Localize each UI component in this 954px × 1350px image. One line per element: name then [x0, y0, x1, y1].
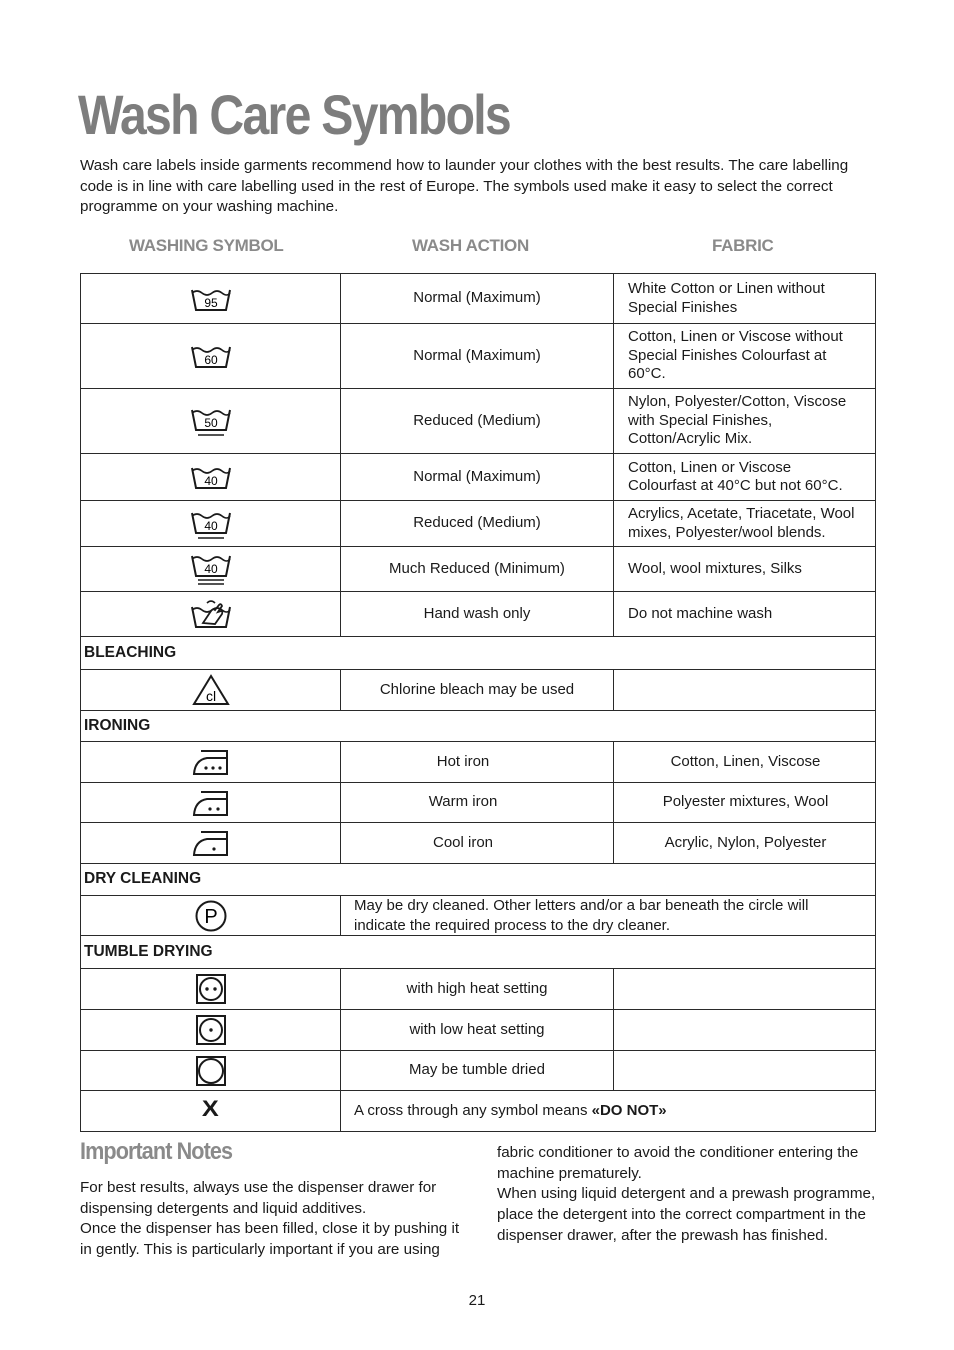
section-row-tumble-drying	[81, 936, 876, 969]
header-wash-action: WASH ACTION	[412, 236, 529, 255]
page-number: 21	[468, 1292, 486, 1309]
notes-left-column	[80, 1178, 465, 1261]
table-row	[81, 823, 876, 864]
care-symbols-table	[80, 273, 876, 1132]
notes-right-column	[497, 1143, 882, 1247]
bleach-triangle-icon	[81, 670, 341, 711]
wash-tub-icon	[81, 274, 341, 324]
fabric: Acrylics, Acetate, Triacetate, Wool mixes, Polyester/wool blends.	[614, 501, 876, 547]
table-row	[81, 896, 876, 936]
fabric: Polyester mixtures, Wool	[614, 783, 876, 823]
tumble-dry-icon	[81, 1051, 341, 1091]
wash-action: Normal (Maximum)	[341, 454, 614, 501]
tumble-low-heat-icon	[81, 1010, 341, 1051]
bleach-action: Chlorine bleach may be used	[341, 670, 614, 711]
wash-temp: 40	[203, 562, 218, 576]
wash-tub-icon	[81, 501, 341, 547]
fabric: Cotton, Linen or Viscose Colourfast at 40°C but not 60°C.	[614, 454, 876, 501]
table-row	[81, 670, 876, 711]
table-row	[81, 783, 876, 823]
table-row	[81, 969, 876, 1010]
table-row	[81, 324, 876, 389]
section-row-bleaching	[81, 637, 876, 670]
iron-hot-icon	[81, 742, 341, 783]
header-fabric: FABRIC	[712, 236, 774, 255]
fabric: Cotton, Linen or Viscose without Special Finishes Colourfast at 60°C.	[614, 324, 876, 389]
note-paragraph: For best results, always use the dispenser drawer for dispensing detergents and liquid additives.	[80, 1179, 437, 1217]
note-paragraph: When using liquid detergent and a prewash programme, place the detergent into the correct compartment in the dispenser drawer, after the prewash has finished.	[497, 1185, 876, 1244]
fabric: White Cotton or Linen without Special Finishes	[614, 274, 876, 324]
wash-tub-icon	[81, 547, 341, 592]
fabric	[614, 969, 876, 1010]
fabric: Nylon, Polyester/Cotton, Viscose with Special Finishes, Cotton/Acrylic Mix.	[614, 389, 876, 454]
table-row	[81, 274, 876, 324]
table-row	[81, 547, 876, 592]
table-row	[81, 592, 876, 637]
wash-action: Normal (Maximum)	[341, 324, 614, 389]
tumble-action: with low heat setting	[341, 1010, 614, 1051]
wash-temp: 50	[203, 416, 218, 430]
cross-description: A cross through any symbol means «DO NOT»	[341, 1091, 876, 1132]
wash-temp: 40	[203, 518, 218, 533]
wash-temp: 95	[203, 295, 218, 310]
iron-action: Hot iron	[341, 742, 614, 783]
tumble-action: with high heat setting	[341, 969, 614, 1010]
fabric	[614, 1010, 876, 1051]
fabric: Cotton, Linen, Viscose	[614, 742, 876, 783]
table-row	[81, 1091, 876, 1132]
fabric: Do not machine wash	[614, 592, 876, 637]
table-row	[81, 742, 876, 783]
section-label-bleaching: BLEACHING	[81, 637, 876, 670]
iron-action: Warm iron	[341, 783, 614, 823]
table-row	[81, 1051, 876, 1091]
tumble-action: May be tumble dried	[341, 1051, 614, 1091]
iron-cool-icon	[81, 823, 341, 864]
bleach-symbol-text: cl	[205, 688, 216, 704]
section-label-ironing: IRONING	[81, 711, 876, 742]
wash-tub-icon	[81, 324, 341, 389]
note-paragraph: fabric conditioner to avoid the conditioner entering the machine prematurely.	[497, 1144, 859, 1182]
hand-wash-icon	[81, 592, 341, 637]
dry-clean-circle-icon	[81, 896, 341, 936]
wash-action: Hand wash only	[341, 592, 614, 637]
dry-clean-symbol-text: P	[203, 905, 218, 928]
fabric: Wool, wool mixtures, Silks	[614, 547, 876, 592]
wash-temp: 60	[203, 353, 218, 367]
table-row	[81, 501, 876, 547]
fabric	[614, 1051, 876, 1091]
dry-clean-description: May be dry cleaned. Other letters and/or a bar beneath the circle will indicate the required process to the dry cleaner.	[341, 896, 876, 936]
wash-action: Reduced (Medium)	[341, 501, 614, 547]
page-title: Wash Care Symbols	[78, 83, 511, 146]
section-row-ironing	[81, 711, 876, 742]
iron-warm-icon	[81, 783, 341, 823]
fabric: Acrylic, Nylon, Polyester	[614, 823, 876, 864]
table-row	[81, 1010, 876, 1051]
section-row-dry-cleaning	[81, 864, 876, 896]
table-row	[81, 454, 876, 501]
fabric	[614, 670, 876, 711]
wash-action: Much Reduced (Minimum)	[341, 547, 614, 592]
section-label-dry-cleaning: DRY CLEANING	[81, 864, 876, 896]
note-paragraph: Once the dispenser has been filled, close it by pushing it in gently. This is particularly important if you are using	[80, 1220, 460, 1259]
wash-tub-icon	[81, 389, 341, 454]
wash-temp: 40	[203, 474, 218, 488]
cross-icon: X	[81, 1091, 341, 1132]
section-label-tumble-drying: TUMBLE DRYING	[81, 936, 876, 969]
intro-paragraph: Wash care labels inside garments recommend how to launder your clothes with the best results. The care labelling code is in line with care labelling used in the rest of Europe. The symbols used make it easy to select the correct programme on your washing machine.	[80, 157, 849, 215]
iron-action: Cool iron	[341, 823, 614, 864]
table-row	[81, 389, 876, 454]
tumble-high-heat-icon	[81, 969, 341, 1010]
wash-tub-icon	[81, 454, 341, 501]
wash-action: Normal (Maximum)	[341, 274, 614, 324]
wash-action: Reduced (Medium)	[341, 389, 614, 454]
notes-title: Important Notes	[80, 1138, 233, 1165]
header-washing-symbol: WASHING SYMBOL	[129, 236, 284, 255]
do-not-emphasis: «DO NOT»	[591, 1101, 667, 1119]
